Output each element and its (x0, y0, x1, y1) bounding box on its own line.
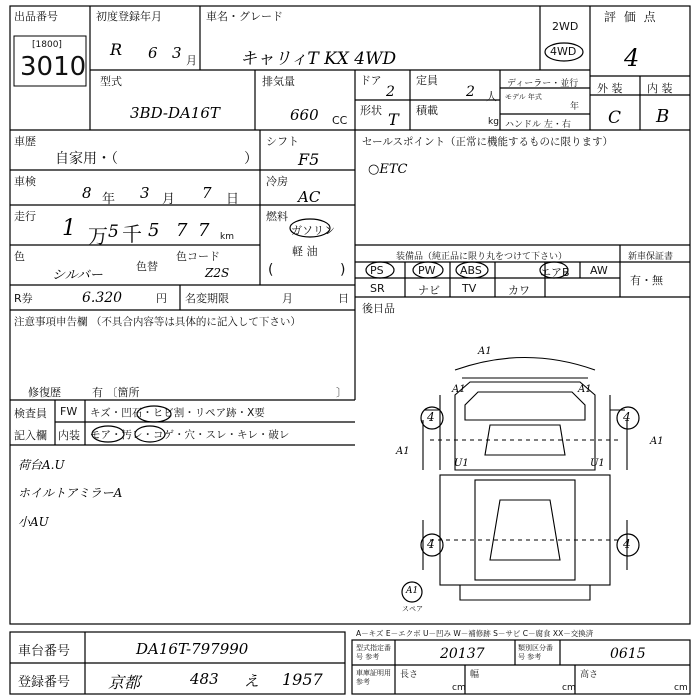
color-label: 色 (14, 250, 25, 263)
score-value: 4 (624, 44, 640, 72)
first-reg-era: R (110, 40, 123, 59)
reg-number: 1957 (282, 670, 323, 689)
fuel-bracket-right: ) (340, 262, 346, 278)
type-value: 3BD-DA16T (130, 104, 220, 122)
inspection-year: 8 (82, 184, 92, 202)
load-label: 積載 (416, 104, 438, 117)
exterior-label: 外 装 (597, 82, 623, 95)
width-label: 幅 (470, 670, 480, 680)
fuel-bracket-left: ( (268, 262, 274, 278)
damage-legend: A－キズ E－エクボ U－凹み W－補修跡 S－サビ C－腐食 XX－交換済 (356, 629, 594, 638)
capacity-unit: 人 (486, 90, 497, 103)
inspection-year-unit: 年 (102, 192, 116, 207)
capacity-value: 2 (466, 84, 475, 100)
mileage-digit-3: 5 (148, 220, 160, 241)
inspector-interior-label: 内装 (58, 429, 80, 442)
capacity-label: 定員 (416, 74, 438, 87)
exterior-grade: C (608, 108, 622, 128)
mark-right-u: U1 (590, 458, 605, 469)
first-reg-month: 3 (172, 44, 182, 62)
mileage-label: 走行 (14, 210, 36, 223)
history-label: 車歴 (14, 135, 36, 148)
equip-ps: PS (370, 264, 384, 277)
month-unit: 月 (186, 54, 197, 67)
equip-pw: PW (418, 264, 436, 277)
equip-abs: ABS (460, 264, 482, 277)
repair-close: 〕 (336, 386, 347, 399)
equipment-label: 装備品（純正品に限り丸をつけて下さい） (396, 252, 568, 262)
hand-note-1: 荷台A.U (18, 458, 65, 472)
fuel-gasoline: ガソリン (291, 224, 335, 237)
mark-front-left: A1 (452, 384, 466, 395)
reg-class: 483 (190, 670, 219, 688)
fuel-diesel: 軽 油 (292, 245, 318, 258)
color-code-value: Z2S (205, 266, 230, 280)
recycle-yen: 円 (156, 292, 167, 305)
length-unit: cm (452, 683, 466, 693)
model-year-label: モデル 年式 (505, 93, 542, 101)
repair-value: 有 〔箇所 (92, 386, 140, 399)
inspection-month: 3 (140, 184, 150, 202)
width-unit: cm (562, 683, 576, 693)
model-name-value: キャリィT KX 4WD (240, 49, 397, 69)
drive-2wd: 2WD (552, 20, 579, 33)
mark-right-side: A1 (650, 436, 664, 447)
mark-left-u: U1 (454, 458, 469, 469)
mark-spare: A1 (406, 586, 419, 596)
equip-airbag: エアB (540, 266, 570, 279)
shape-value: T (388, 110, 399, 129)
equip-leather: カワ (508, 284, 530, 297)
mark-left-side: A1 (396, 446, 410, 457)
displacement-value: 660 (290, 106, 319, 124)
cert-label: 車庫証明用 参考 (356, 669, 391, 686)
load-unit: kg (488, 117, 499, 127)
sales-point-label: セールスポイント（正常に機能するものに限ります） (362, 136, 614, 148)
equip-tv: TV (462, 282, 477, 295)
first-reg-label: 初度登録年月 (96, 10, 162, 23)
warranty-value: 有・無 (630, 274, 663, 287)
inspection-label: 車検 (14, 175, 36, 188)
history-close: ） (244, 151, 258, 167)
recycle-label: R券 (14, 292, 33, 305)
chassis-label: 車台番号 (18, 644, 71, 659)
equip-aw: AW (590, 264, 608, 277)
height-label: 高さ (580, 670, 599, 680)
score-label: 評 価 点 (604, 10, 658, 24)
lot-label: 出品番号 (14, 10, 58, 23)
fuel-label: 燃料 (266, 210, 288, 223)
reg-region: 京都 (108, 673, 141, 692)
interior-grade: B (656, 106, 670, 127)
type-label: 型式 (100, 75, 122, 88)
reg-kana: え (244, 672, 260, 690)
ac-value: AC (298, 188, 321, 206)
mileage-km: km (220, 232, 234, 242)
mileage-man: 万 (88, 224, 108, 248)
model-spec-label: 型式指定番号 参考 (356, 644, 391, 661)
mileage-digit-4: 7 (176, 220, 188, 241)
mark-wheel-rr: 4 (623, 537, 631, 551)
model-spec-value: 20137 (440, 646, 485, 662)
interior-label: 内 装 (647, 82, 673, 95)
inspector-interior-items: モア・汚レ・コゲ・穴・スレ・キレ・破レ (90, 429, 290, 441)
hand-note-2: ホイルトアミラーA (18, 486, 123, 500)
shift-value: F5 (298, 150, 320, 169)
mark-wheel-fr: 4 (623, 410, 631, 424)
door-label: ドア (360, 74, 382, 87)
ac-label: 冷房 (266, 175, 288, 188)
height-unit: cm (674, 683, 688, 693)
color-change-label: 色替 (136, 260, 158, 273)
equip-sr: SR (370, 282, 385, 295)
mileage-sen: 千 (122, 222, 142, 246)
name-change-month: 月 (282, 292, 293, 305)
recycle-value: 6.320 (82, 290, 123, 306)
model-name-label: 車名・グレード (206, 10, 283, 23)
inspector-label-1: 検査員 (14, 407, 47, 420)
handle-label: ハンドル 左・右 (505, 120, 571, 130)
class-value: 0615 (610, 646, 646, 662)
name-change-label: 名変期限 (185, 292, 229, 305)
repair-label: 修復歴 (28, 386, 61, 399)
notes-label: 注意事項申告欄 （不具合内容等は具体的に記入して下さい） (14, 316, 301, 328)
shift-label: シフト (266, 135, 299, 148)
reg-label: 登録番号 (18, 675, 71, 690)
mileage-digit-5: 7 (198, 220, 210, 241)
year-unit: 年 (570, 102, 580, 112)
color-value: シルバー (52, 268, 103, 283)
class-label: 類別区分番号 参考 (518, 644, 553, 661)
lot-number: 3010 (20, 52, 87, 82)
mark-front-right: A1 (578, 384, 592, 395)
lot-bracket: [1800] (32, 40, 62, 50)
mark-wheel-rl: 4 (427, 537, 435, 551)
later-install-label: 後日品 (362, 302, 395, 315)
inspection-day-unit: 日 (226, 192, 240, 207)
chassis-value: DA16T-797990 (136, 640, 249, 658)
drive-4wd: 4WD (550, 45, 577, 58)
mileage-digit-1: 1 (62, 216, 76, 241)
shape-label: 形状 (360, 104, 382, 117)
displacement-unit: CC (332, 114, 348, 127)
door-value: 2 (386, 84, 395, 100)
first-reg-year: 6 (148, 44, 158, 62)
inspector-fw-label: FW (60, 405, 78, 418)
inspector-fw-items: キズ・凹石・ヒビ割・リペア跡・X要 (90, 407, 265, 419)
dealer-label: ディーラー・並行 (507, 79, 579, 89)
inspector-label-2: 記入欄 (14, 429, 47, 442)
mileage-digit-2: 5 (108, 222, 119, 242)
length-label: 長さ (400, 670, 419, 680)
sales-point-value: ○ETC (368, 162, 408, 177)
inspection-month-unit: 月 (162, 192, 176, 207)
mark-wheel-fl: 4 (427, 410, 435, 424)
mark-front-top: A1 (478, 346, 492, 357)
inspection-day: 7 (202, 184, 212, 202)
history-value: 自家用・（ (55, 151, 118, 167)
warranty-label: 新車保証書 (628, 252, 674, 262)
displacement-label: 排気量 (262, 75, 295, 88)
name-change-day: 日 (338, 292, 349, 305)
hand-note-3: 小AU (18, 515, 49, 529)
spare-label: スペア (402, 605, 423, 613)
color-code-label: 色コード (176, 250, 220, 263)
equip-navi: ナビ (418, 284, 440, 297)
